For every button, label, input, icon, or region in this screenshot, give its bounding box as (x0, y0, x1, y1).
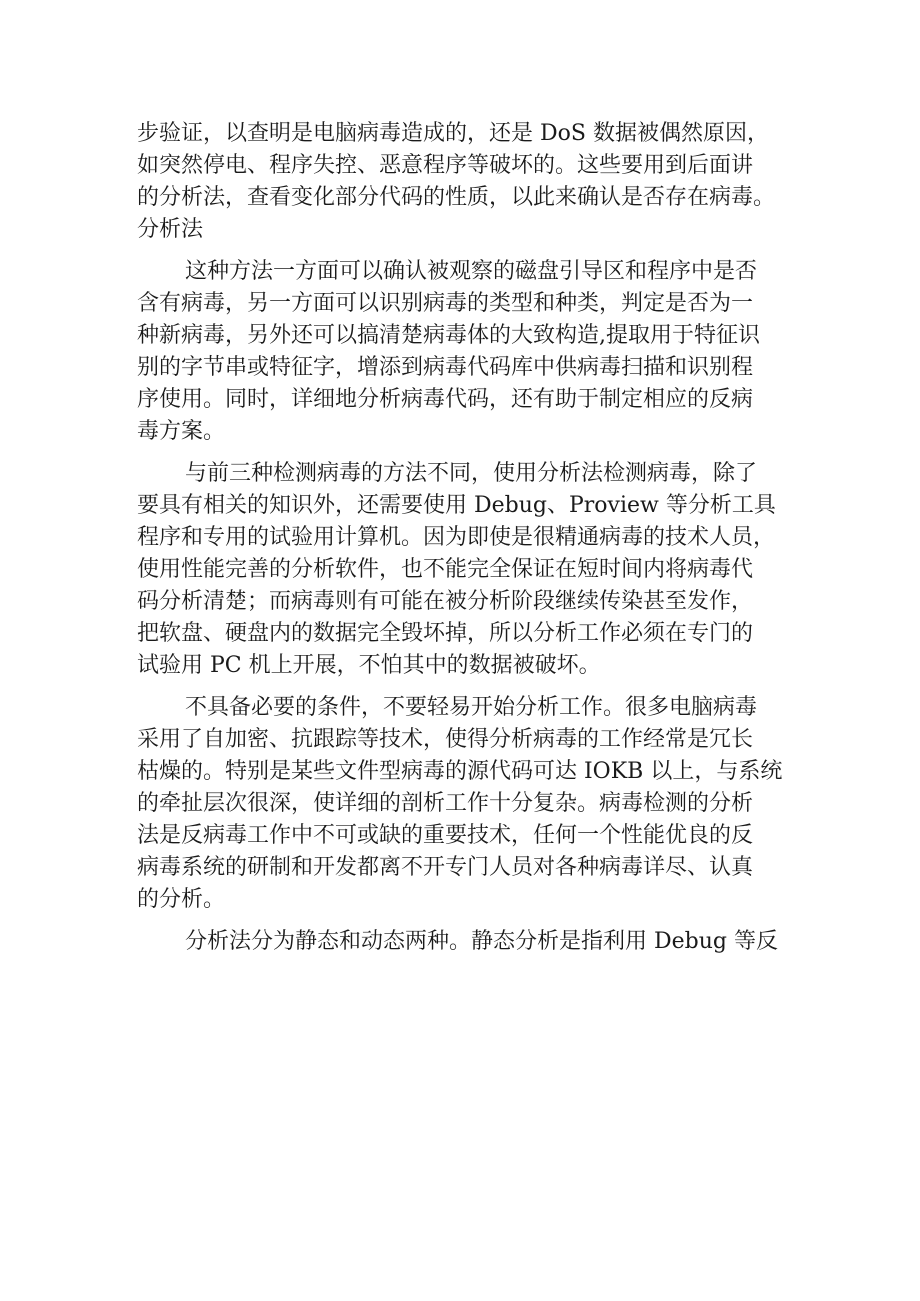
text-line: 使用性能完善的分析软件，也不能完全保证在短时间内将病毒代 (137, 557, 754, 582)
paragraph-static-dynamic (137, 926, 797, 958)
text-line: 含有病毒，另一方面可以识别病毒的类型和种类，判定是否为一 (137, 291, 754, 316)
heading-text: 分析法 (137, 217, 204, 242)
text-line: 法是反病毒工作中不可或缺的重要技术，任何一个性能优良的反 (137, 823, 754, 848)
text-line: 病毒系统的研制和开发都离不开专门人员对各种病毒详尽、认真 (137, 855, 754, 880)
text-line: 分析法分为静态和动态两种。静态分析是指利用 Debug 等反 (185, 929, 778, 954)
document-body (137, 118, 797, 958)
text-line: 这种方法一方面可以确认被观察的磁盘引导区和程序中是否 (185, 259, 758, 284)
text-line: 码分析清楚；而病毒则有可能在被分析阶段继续传染甚至发作， (137, 589, 754, 614)
paragraph-method-overview (137, 256, 797, 448)
text-line: 采用了自加密、抗跟踪等技术，使得分析病毒的工作经常是冗长 (137, 727, 754, 752)
text-line: 要具有相关的知识外，还需要使用 Debug、Proview 等分析工具 (137, 493, 776, 518)
text-line: 程序和专用的试验用计算机。因为即使是很精通病毒的技术人员， (137, 525, 776, 550)
text-line: 枯燥的。特别是某些文件型病毒的源代码可达 IOKB 以上，与系统 (137, 759, 783, 784)
text-line: 的分析。 (137, 887, 226, 912)
paragraph-conditions (137, 692, 797, 916)
section-heading (137, 214, 797, 246)
text-line: 不具备必要的条件，不要轻易开始分析工作。很多电脑病毒 (185, 695, 758, 720)
text-line: 与前三种检测病毒的方法不同，使用分析法检测病毒，除了 (185, 461, 758, 486)
text-line: 如突然停电、程序失控、恶意程序等破坏的。这些要用到后面讲 (137, 153, 754, 178)
text-line: 试验用 PC 机上开展，不怕其中的数据被破坏。 (137, 653, 601, 678)
text-line: 的牵扯层次很深，使详细的剖析工作十分复杂。病毒检测的分析 (137, 791, 754, 816)
text-line: 序使用。同时，详细地分析病毒代码，还有助于制定相应的反病 (137, 387, 754, 412)
text-line: 的分析法，查看变化部分代码的性质，以此来确认是否存在病毒。 (137, 185, 776, 210)
text-line: 别的字节串或特征字，增添到病毒代码库中供病毒扫描和识别程 (137, 355, 754, 380)
text-line: 种新病毒，另外还可以搞清楚病毒体的大致构造,提取用于特征识 (137, 323, 760, 348)
text-line: 步验证，以查明是电脑病毒造成的，还是 DoS 数据被偶然原因， (137, 121, 769, 146)
paragraph-tools-requirement (137, 458, 797, 682)
text-line: 毒方案。 (137, 419, 226, 444)
paragraph-continuation (137, 118, 797, 214)
text-line: 把软盘、硬盘内的数据完全毁坏掉，所以分析工作必须在专门的 (137, 621, 754, 646)
